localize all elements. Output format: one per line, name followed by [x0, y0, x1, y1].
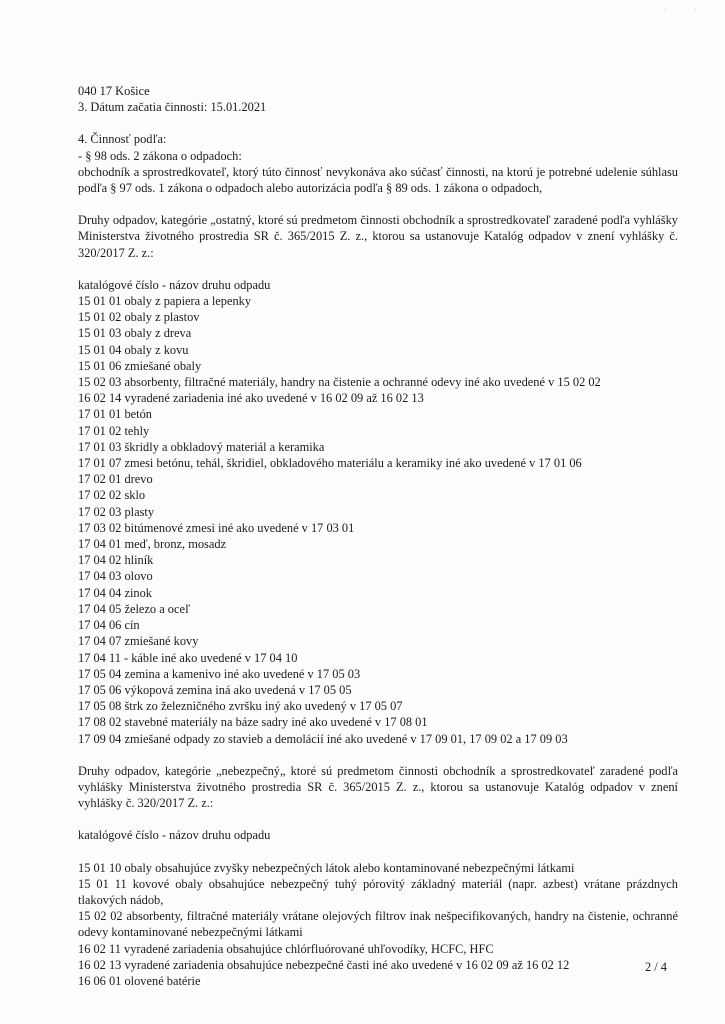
list-item: 17 01 01 betón — [78, 407, 152, 422]
list-item: 15 02 03 absorbenty, filtračné materiály, handry na čistenie a ochranné odevy iné ako uvedené v 15 02 02 — [78, 375, 601, 390]
list-item: 15 01 06 zmiešané obaly — [78, 358, 202, 373]
list-item: 17 02 02 sklo — [78, 488, 146, 503]
list-item: 15 01 02 obaly z plastov — [78, 310, 200, 325]
ostatny-intro: Druhy odpadov, kategórie „ostatný, ktoré sú predmetom činnosti obchodník a sprostredkovateľ zaradené podľa vyhlášky Ministerstva životného prostredia SR č. 365/2015 Z. z., ktorou sa ustanovuje Katalóg odpadov v znení vyhlášky č. 320/2017 Z. z.: — [78, 213, 678, 260]
list-item: 17 04 01 meď, bronz, mosadz — [78, 537, 227, 552]
ostatny-list-header: katalógové číslo - názov druhu odpadu — [78, 277, 271, 292]
list-item: 17 04 11 - káble iné ako uvedené v 17 04 10 — [78, 650, 298, 665]
scan-artifact: · — [694, 6, 697, 14]
activity-clause: - § 98 ods. 2 zákona o odpadoch: — [78, 148, 242, 163]
list-item: 15 01 04 obaly z kovu — [78, 342, 189, 357]
list-item: 17 02 01 drevo — [78, 472, 153, 487]
list-item: 17 02 03 plasty — [78, 504, 155, 519]
scan-artifact: · — [663, 6, 666, 14]
list-item: 17 04 06 cín — [78, 618, 140, 633]
list-item: 16 02 14 vyradené zariadenia iné ako uvedené v 16 02 09 až 16 02 13 — [78, 391, 424, 406]
list-item: 17 01 07 zmesi betónu, tehál, škridiel, obkladového materiálu a keramiky iné ako uvedené v 17 01 06 — [78, 456, 582, 471]
list-item: 15 02 02 absorbenty, filtračné materiály vrátane olejových filtrov inak nešpecifikovaných, handry na čistenie, ochranné odevy kontaminované nebezpečnými látkami — [78, 909, 678, 940]
list-item: 15 01 11 kovové obaly obsahujúce nebezpečný tuhý pórovitý základný materiál (napr. azbest) vrátane prázdnych tlakových nádob, — [78, 876, 678, 907]
nebezpecny-intro: Druhy odpadov, kategórie „nebezpečný„ ktoré sú predmetom činnosti obchodník a sprostredkovateľ zaradené podľa vyhlášky Ministerstva životného prostredia SR č. 365/2015 Z. z., ktorou sa ustanovuje Katalóg odpadov v znení vyhlášky č. 320/2017 Z. z.: — [78, 763, 678, 811]
list-item: 16 02 13 vyradené zariadenia obsahujúce nebezpečné časti iné ako uvedené v 16 02 09 až 16 02 12 — [78, 957, 570, 972]
list-item: 17 04 03 olovo — [78, 569, 153, 584]
list-item: 15 01 03 obaly z dreva — [78, 326, 192, 341]
list-item: 17 01 02 tehly — [78, 423, 150, 438]
activity-heading: 4. Činnosť podľa: — [78, 132, 167, 147]
list-item: 17 05 08 štrk zo železničného zvršku iný ako uvedený v 17 05 07 — [78, 699, 403, 714]
activity-description: obchodník a sprostredkovateľ, ktorý túto činnosť nevykonáva ako súčasť činnosti, na ktorú je potrebné udelenie súhlasu podľa § 97 ods. 1 zákona o odpadoch alebo autorizácia podľa § 89 ods. 1 zákona o odpadoch, — [78, 164, 678, 196]
list-item: 15 01 10 obaly obsahujúce zvyšky nebezpečných látok alebo kontaminované nebezpečnými látkami — [78, 860, 575, 875]
ostatny-waste-list — [78, 293, 678, 747]
list-item: 15 01 01 obaly z papiera a lepenky — [78, 294, 252, 309]
page-number: 2 / 4 — [644, 960, 667, 974]
start-date: 3. Dátum začatia činnosti: 15.01.2021 — [78, 100, 267, 115]
list-item: 17 04 02 hliník — [78, 553, 154, 568]
list-item: 17 09 04 zmiešané odpady zo stavieb a demolácií iné ako uvedené v 17 09 01, 17 09 02 a 17 09 03 — [78, 731, 568, 746]
list-item: 17 04 04 zinok — [78, 585, 152, 600]
nebezpecny-waste-list — [78, 860, 678, 990]
list-item: 16 02 11 vyradené zariadenia obsahujúce chlórfluórované uhľovodíky, HCFC, HFC — [78, 941, 494, 956]
list-item: 17 05 06 výkopová zemina iná ako uvedená v 17 05 05 — [78, 682, 352, 697]
list-item: 17 03 02 bitúmenové zmesi iné ako uvedené v 17 03 01 — [78, 520, 355, 535]
nebezpecny-list-header: katalógové číslo - názov druhu odpadu — [78, 828, 271, 843]
document-body — [78, 83, 678, 989]
list-item: 17 08 02 stavebné materiály na báze sadry iné ako uvedené v 17 08 01 — [78, 715, 428, 730]
list-item: 16 06 01 olovené batérie — [78, 973, 201, 988]
list-item: 17 01 03 škridly a obkladový materiál a keramika — [78, 439, 325, 454]
list-item: 17 05 04 zemina a kamenivo iné ako uvedené v 17 05 03 — [78, 666, 361, 681]
list-item: 17 04 07 zmiešané kovy — [78, 634, 199, 649]
list-item: 17 04 05 železo a oceľ — [78, 601, 191, 616]
address-city: 040 17 Košice — [78, 84, 150, 98]
